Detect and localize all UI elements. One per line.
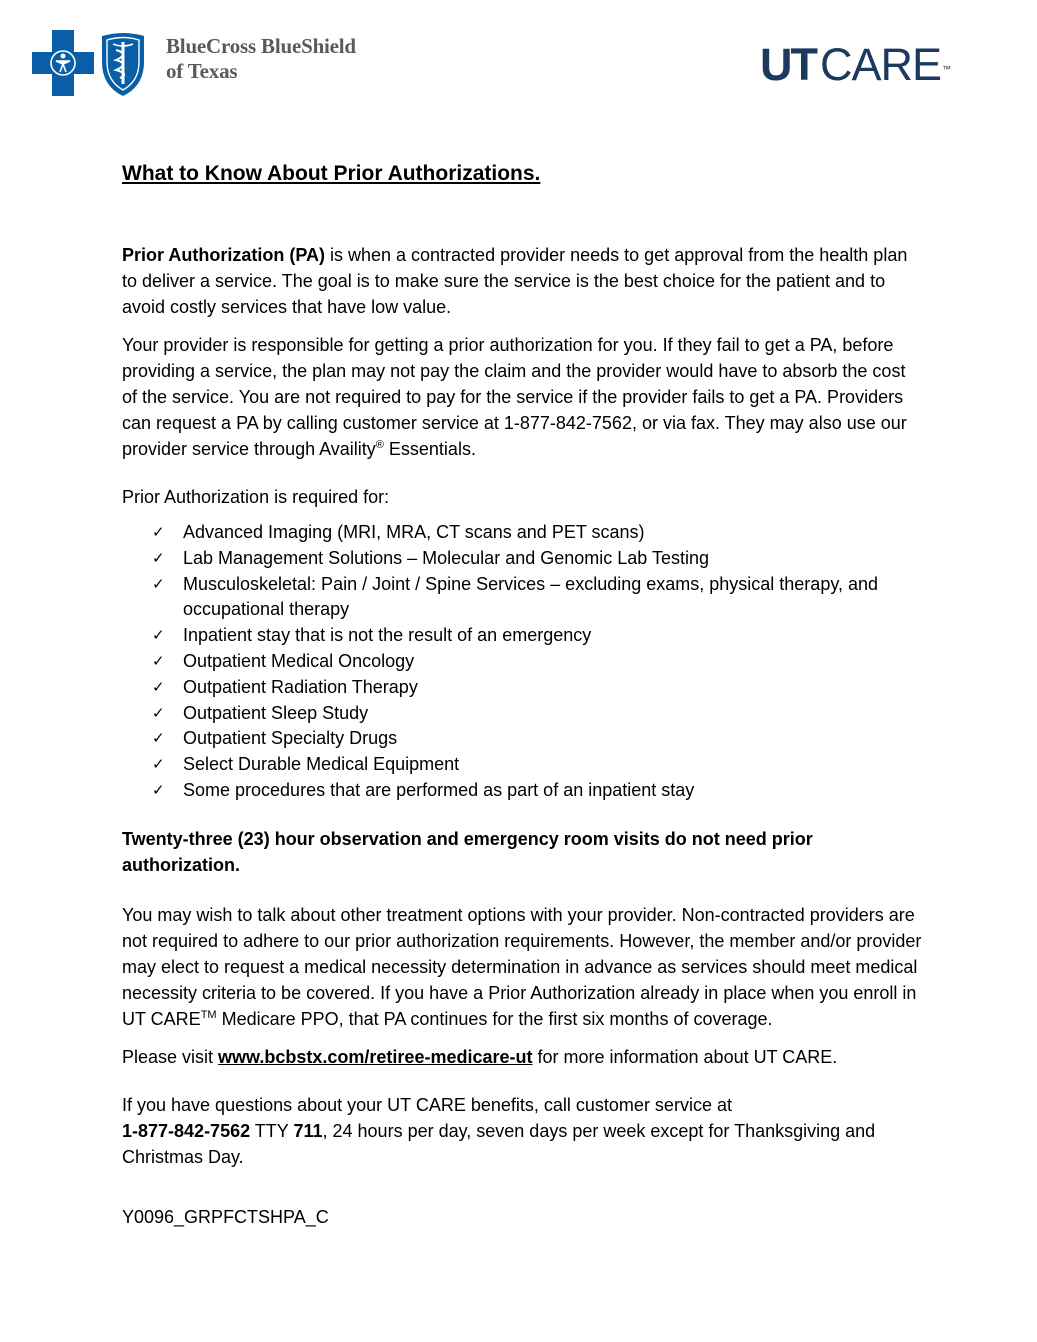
checkmark-icon: ✓ [152, 729, 165, 748]
blue-cross-blue-shield-icon [32, 28, 158, 100]
trademark-mark: TM [200, 1008, 217, 1021]
registered-mark: ® [375, 439, 384, 451]
questions-paragraph [122, 1092, 922, 1170]
options-text-end: Medicare PPO, that PA continues for the first six months of coverage. [216, 1008, 773, 1029]
responsibility-text-end: Essentials. [383, 439, 476, 459]
responsibility-text: Your provider is responsible for getting a prior authorization for you. If they fail to get a PA, before providing a service, the plan may not pay the claim and the provider would have to absorb the cost of the service. You are not required to pay for the service if the provider fails to get a PA. Providers can request a PA by calling customer service at 1-877-842-7562, or via fax. They may also use our provider service through Availity [122, 335, 907, 459]
visit-text: Please visit [122, 1046, 219, 1067]
list-item [152, 572, 922, 624]
options-text: You may wish to talk about other treatment options with your provider. Non-contracted providers are not required to adhere to our prior authorization requirements. However, the member and/or provider may elect to request a medical necessity determination in advance as services should meet medical necessity criteria to be covered. If you have a Prior Authorization already in place when you enroll in UT CARE [122, 904, 922, 1029]
list-item-text: Advanced Imaging (MRI, MRA, CT scans and PET scans) [183, 522, 645, 542]
bcbstx-wordmark-line1: BlueCross BlueShield [166, 34, 356, 58]
list-item [152, 675, 922, 701]
checkmark-icon: ✓ [152, 523, 165, 541]
list-item [152, 623, 922, 649]
list-item-text: Outpatient Sleep Study [183, 702, 369, 723]
tty-number: 711 [293, 1120, 323, 1141]
responsibility-paragraph [122, 332, 922, 462]
checkmark-icon: ✓ [152, 780, 165, 799]
ut-care-logo-care: CARE [820, 39, 942, 90]
checkmark-icon: ✓ [152, 677, 165, 696]
customer-service-phone: 1-877-842-7562 [122, 1120, 251, 1141]
list-item [152, 726, 922, 752]
ut-care-logo-ut: UT [760, 39, 816, 90]
retiree-medicare-link[interactable]: www.bcbstx.com/retiree-medicare-ut [218, 1046, 533, 1067]
visit-text-end: for more information about UT CARE. [532, 1046, 838, 1067]
bcbstx-logo [32, 28, 412, 100]
list-item [152, 752, 922, 778]
list-item [152, 520, 922, 546]
document-code: Y0096_GRPFCTSHPA_C [122, 1206, 329, 1227]
intro-term: Prior Authorization (PA) [122, 245, 325, 265]
visit-paragraph [122, 1044, 922, 1070]
list-item-text: Inpatient stay that is not the result of an emergency [183, 625, 592, 646]
list-item-text: Outpatient Medical Oncology [183, 650, 415, 671]
bcbstx-wordmark [166, 34, 356, 84]
list-item [152, 546, 922, 572]
list-item-text: Some procedures that are performed as part of an inpatient stay [183, 779, 695, 800]
required-list [122, 520, 922, 804]
intro-text: is when a contracted provider needs to get approval from the health plan to deliver a service. The goal is to make sure the service is the best choice for the patient and to avoid costly services that have low value. [122, 245, 908, 317]
observation-note: Twenty-three (23) hour observation and emergency room visits do not need prior authorization. [122, 828, 813, 875]
list-item-text: Outpatient Radiation Therapy [183, 676, 418, 697]
list-item-text: Outpatient Specialty Drugs [183, 728, 398, 749]
list-item [152, 778, 922, 804]
questions-text: If you have questions about your UT CARE benefits, call customer service at [122, 1094, 732, 1115]
document-body [122, 160, 922, 1242]
checkmark-icon: ✓ [152, 574, 165, 593]
checkmark-icon: ✓ [152, 651, 165, 670]
list-item-text: Select Durable Medical Equipment [183, 754, 460, 775]
checkmark-icon: ✓ [152, 755, 165, 774]
bcbstx-wordmark-line2: of Texas [166, 59, 238, 83]
checkmark-icon: ✓ [152, 626, 165, 645]
list-item [152, 649, 922, 675]
ut-care-logo [760, 40, 951, 90]
list-item [152, 701, 922, 727]
list-item-text: Lab Management Solutions – Molecular and Genomic Lab Testing [183, 547, 709, 568]
questions-text-end: , 24 hours per day, seven days per week except for Thanksgiving and Christmas Day. [122, 1120, 876, 1167]
list-item-text: Musculoskeletal: Pain / Joint / Spine Services – excluding exams, physical therapy, and occupational therapy [183, 573, 879, 620]
ut-care-logo-tm: ™ [942, 64, 952, 74]
intro-paragraph [122, 242, 922, 320]
options-paragraph [122, 902, 922, 1032]
tty-label: TTY [250, 1120, 294, 1141]
checkmark-icon: ✓ [152, 703, 165, 722]
checkmark-icon: ✓ [152, 548, 165, 567]
page-title: What to Know About Prior Authorizations. [122, 162, 541, 185]
required-intro: Prior Authorization is required for: [122, 487, 390, 507]
